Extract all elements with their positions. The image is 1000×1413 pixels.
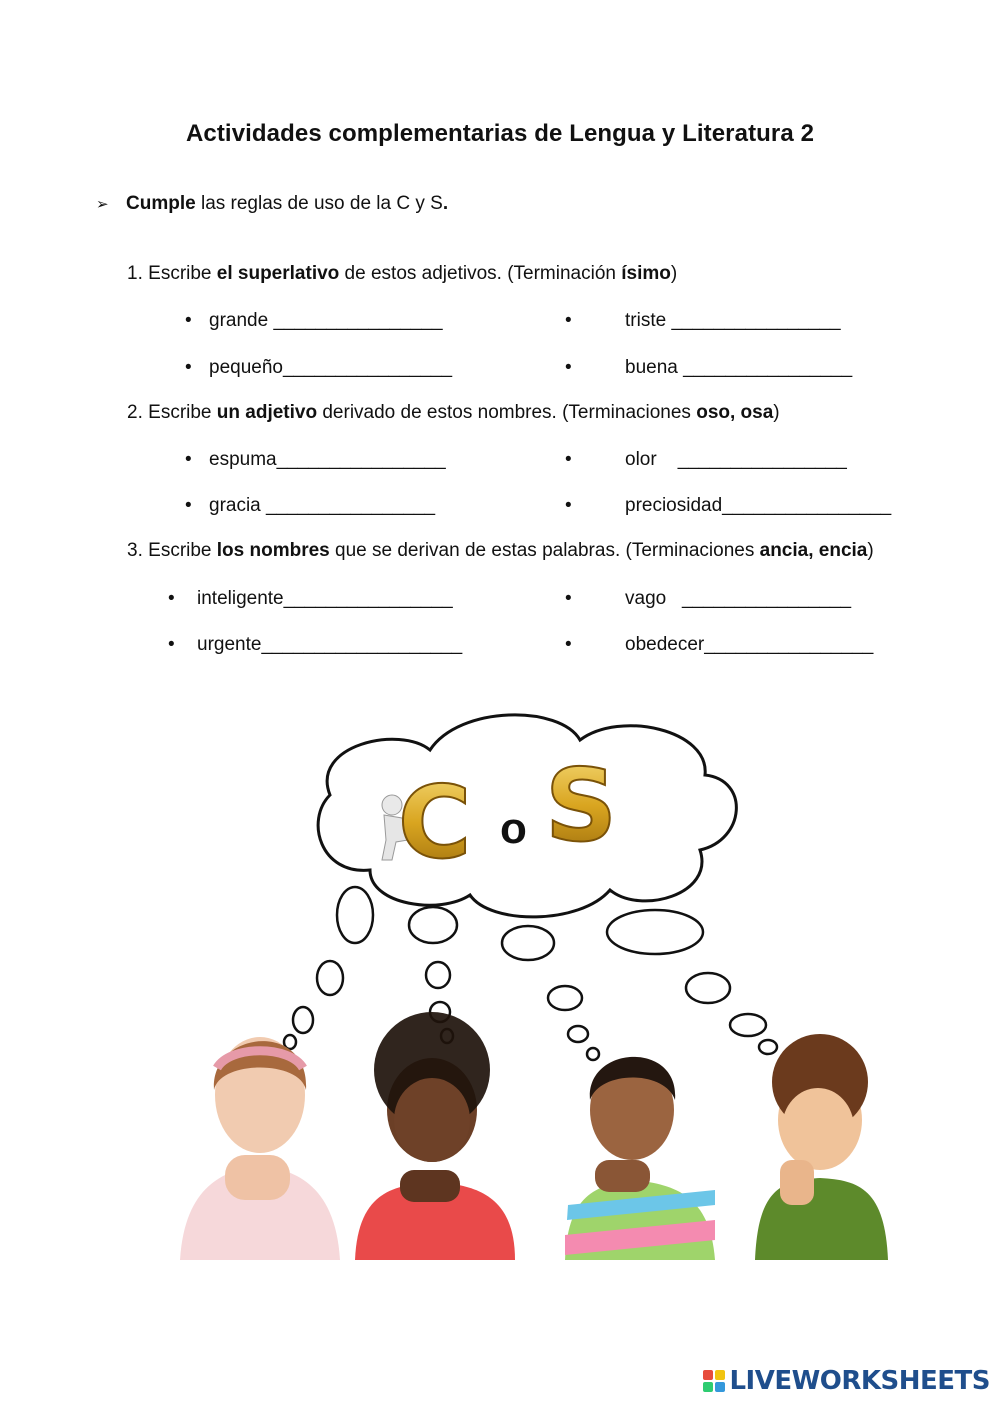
instruction xyxy=(96,193,448,215)
item-word: urgente xyxy=(197,634,262,655)
item-word: gracia xyxy=(209,495,261,516)
bullet: • xyxy=(565,495,572,516)
answer-item-preciosidad[interactable] xyxy=(625,495,891,517)
instruction-end: . xyxy=(442,193,449,214)
answer-item-inteligente[interactable] xyxy=(197,588,453,610)
child-girl-curly xyxy=(355,1012,515,1260)
letter-s: S xyxy=(545,747,618,864)
answer-blank[interactable]: ________________ xyxy=(268,310,443,331)
item-word: vago xyxy=(625,588,667,609)
answer-blank[interactable]: ________________ xyxy=(677,357,853,378)
answer-blank[interactable]: ________________ xyxy=(276,449,446,470)
answer-blank[interactable]: ___________________ xyxy=(261,634,463,655)
connector-o: o xyxy=(500,804,527,853)
item-word: olor xyxy=(625,449,657,470)
question-ending: ancia, encia xyxy=(759,540,868,561)
question-text: Escribe xyxy=(148,402,217,423)
answer-item-urgente[interactable] xyxy=(197,634,462,656)
answer-item-espuma[interactable] xyxy=(209,449,446,471)
question-text: Escribe xyxy=(148,540,217,561)
question-keyword: los nombres xyxy=(216,540,330,561)
item-word: espuma xyxy=(209,449,277,470)
answer-blank[interactable]: ________________ xyxy=(722,495,892,516)
question-text: derivado de estos nombres. (Terminaciones xyxy=(317,402,697,423)
bullet: • xyxy=(185,310,192,331)
answer-item-vago[interactable] xyxy=(625,588,851,610)
bullet: • xyxy=(565,357,572,378)
question-text: ) xyxy=(867,540,874,561)
bullet: • xyxy=(565,588,572,609)
item-word: grande xyxy=(209,310,269,331)
question-number: 2. xyxy=(127,402,143,423)
bullet: • xyxy=(565,634,572,655)
answer-blank[interactable]: ________________ xyxy=(283,588,453,609)
question-number: 1. xyxy=(127,263,143,284)
logo-square xyxy=(703,1370,713,1380)
brand-text: LIVEWORKSHEETS xyxy=(729,1366,990,1396)
question-3 xyxy=(127,540,874,562)
question-text: que se derivan de estas palabras. (Terminaciones xyxy=(329,540,760,561)
instruction-text: las reglas de uso de la C y S xyxy=(195,193,443,214)
bullet: • xyxy=(565,449,572,470)
logo-square xyxy=(715,1370,725,1380)
liveworksheets-logo[interactable] xyxy=(703,1361,990,1401)
bullet: • xyxy=(185,495,192,516)
logo-square xyxy=(703,1382,713,1392)
question-keyword: un adjetivo xyxy=(216,402,318,423)
answer-blank[interactable]: ________________ xyxy=(656,449,847,470)
answer-item-gracia[interactable] xyxy=(209,495,435,517)
bullet: • xyxy=(185,449,192,470)
answer-blank[interactable]: ________________ xyxy=(666,588,852,609)
answer-blank[interactable]: ________________ xyxy=(260,495,436,516)
answer-item-olor[interactable] xyxy=(625,449,847,471)
bullet: • xyxy=(185,357,192,378)
answer-item-buena[interactable] xyxy=(625,357,852,379)
answer-item-grande[interactable] xyxy=(209,310,443,332)
question-number: 3. xyxy=(127,540,143,561)
item-word: preciosidad xyxy=(625,495,723,516)
answer-item-pequeno[interactable] xyxy=(209,357,452,379)
question-text: Escribe xyxy=(148,263,217,284)
question-text: ) xyxy=(670,263,678,284)
bullet: • xyxy=(168,588,175,609)
child-girl-pink xyxy=(180,1037,340,1260)
arrow-bullet-icon: ➢ xyxy=(96,196,109,213)
page-title: Actividades complementarias de Lengua y Literatura 2 xyxy=(185,120,815,147)
question-text: de estos adjetivos. (Terminación xyxy=(339,263,622,284)
question-text: ) xyxy=(773,402,780,423)
child-girl-striped xyxy=(565,1057,715,1260)
item-word: obedecer xyxy=(625,634,705,655)
answer-blank[interactable]: ________________ xyxy=(666,310,841,331)
instruction-bold: Cumple xyxy=(126,193,196,214)
item-word: inteligente xyxy=(197,588,284,609)
question-keyword: el superlativo xyxy=(216,263,340,284)
child-boy-green xyxy=(755,1034,888,1260)
letter-c: C xyxy=(398,764,472,881)
answer-item-triste[interactable] xyxy=(625,310,841,332)
bullet: • xyxy=(168,634,175,655)
answer-blank[interactable]: ________________ xyxy=(704,634,874,655)
question-2 xyxy=(127,402,780,424)
item-word: buena xyxy=(625,357,678,378)
logo-square xyxy=(715,1382,725,1392)
item-word: triste xyxy=(625,310,667,331)
thinking-children-illustration xyxy=(170,700,910,1270)
liveworksheets-logo-icon xyxy=(703,1370,725,1392)
question-ending: oso, osa xyxy=(696,402,774,423)
bullet: • xyxy=(565,310,572,331)
question-ending: ísimo xyxy=(621,263,671,284)
thought-cloud xyxy=(318,715,736,917)
answer-item-obedecer[interactable] xyxy=(625,634,873,656)
item-word: pequeño xyxy=(209,357,283,378)
question-1 xyxy=(127,263,677,285)
answer-blank[interactable]: ________________ xyxy=(282,357,453,378)
